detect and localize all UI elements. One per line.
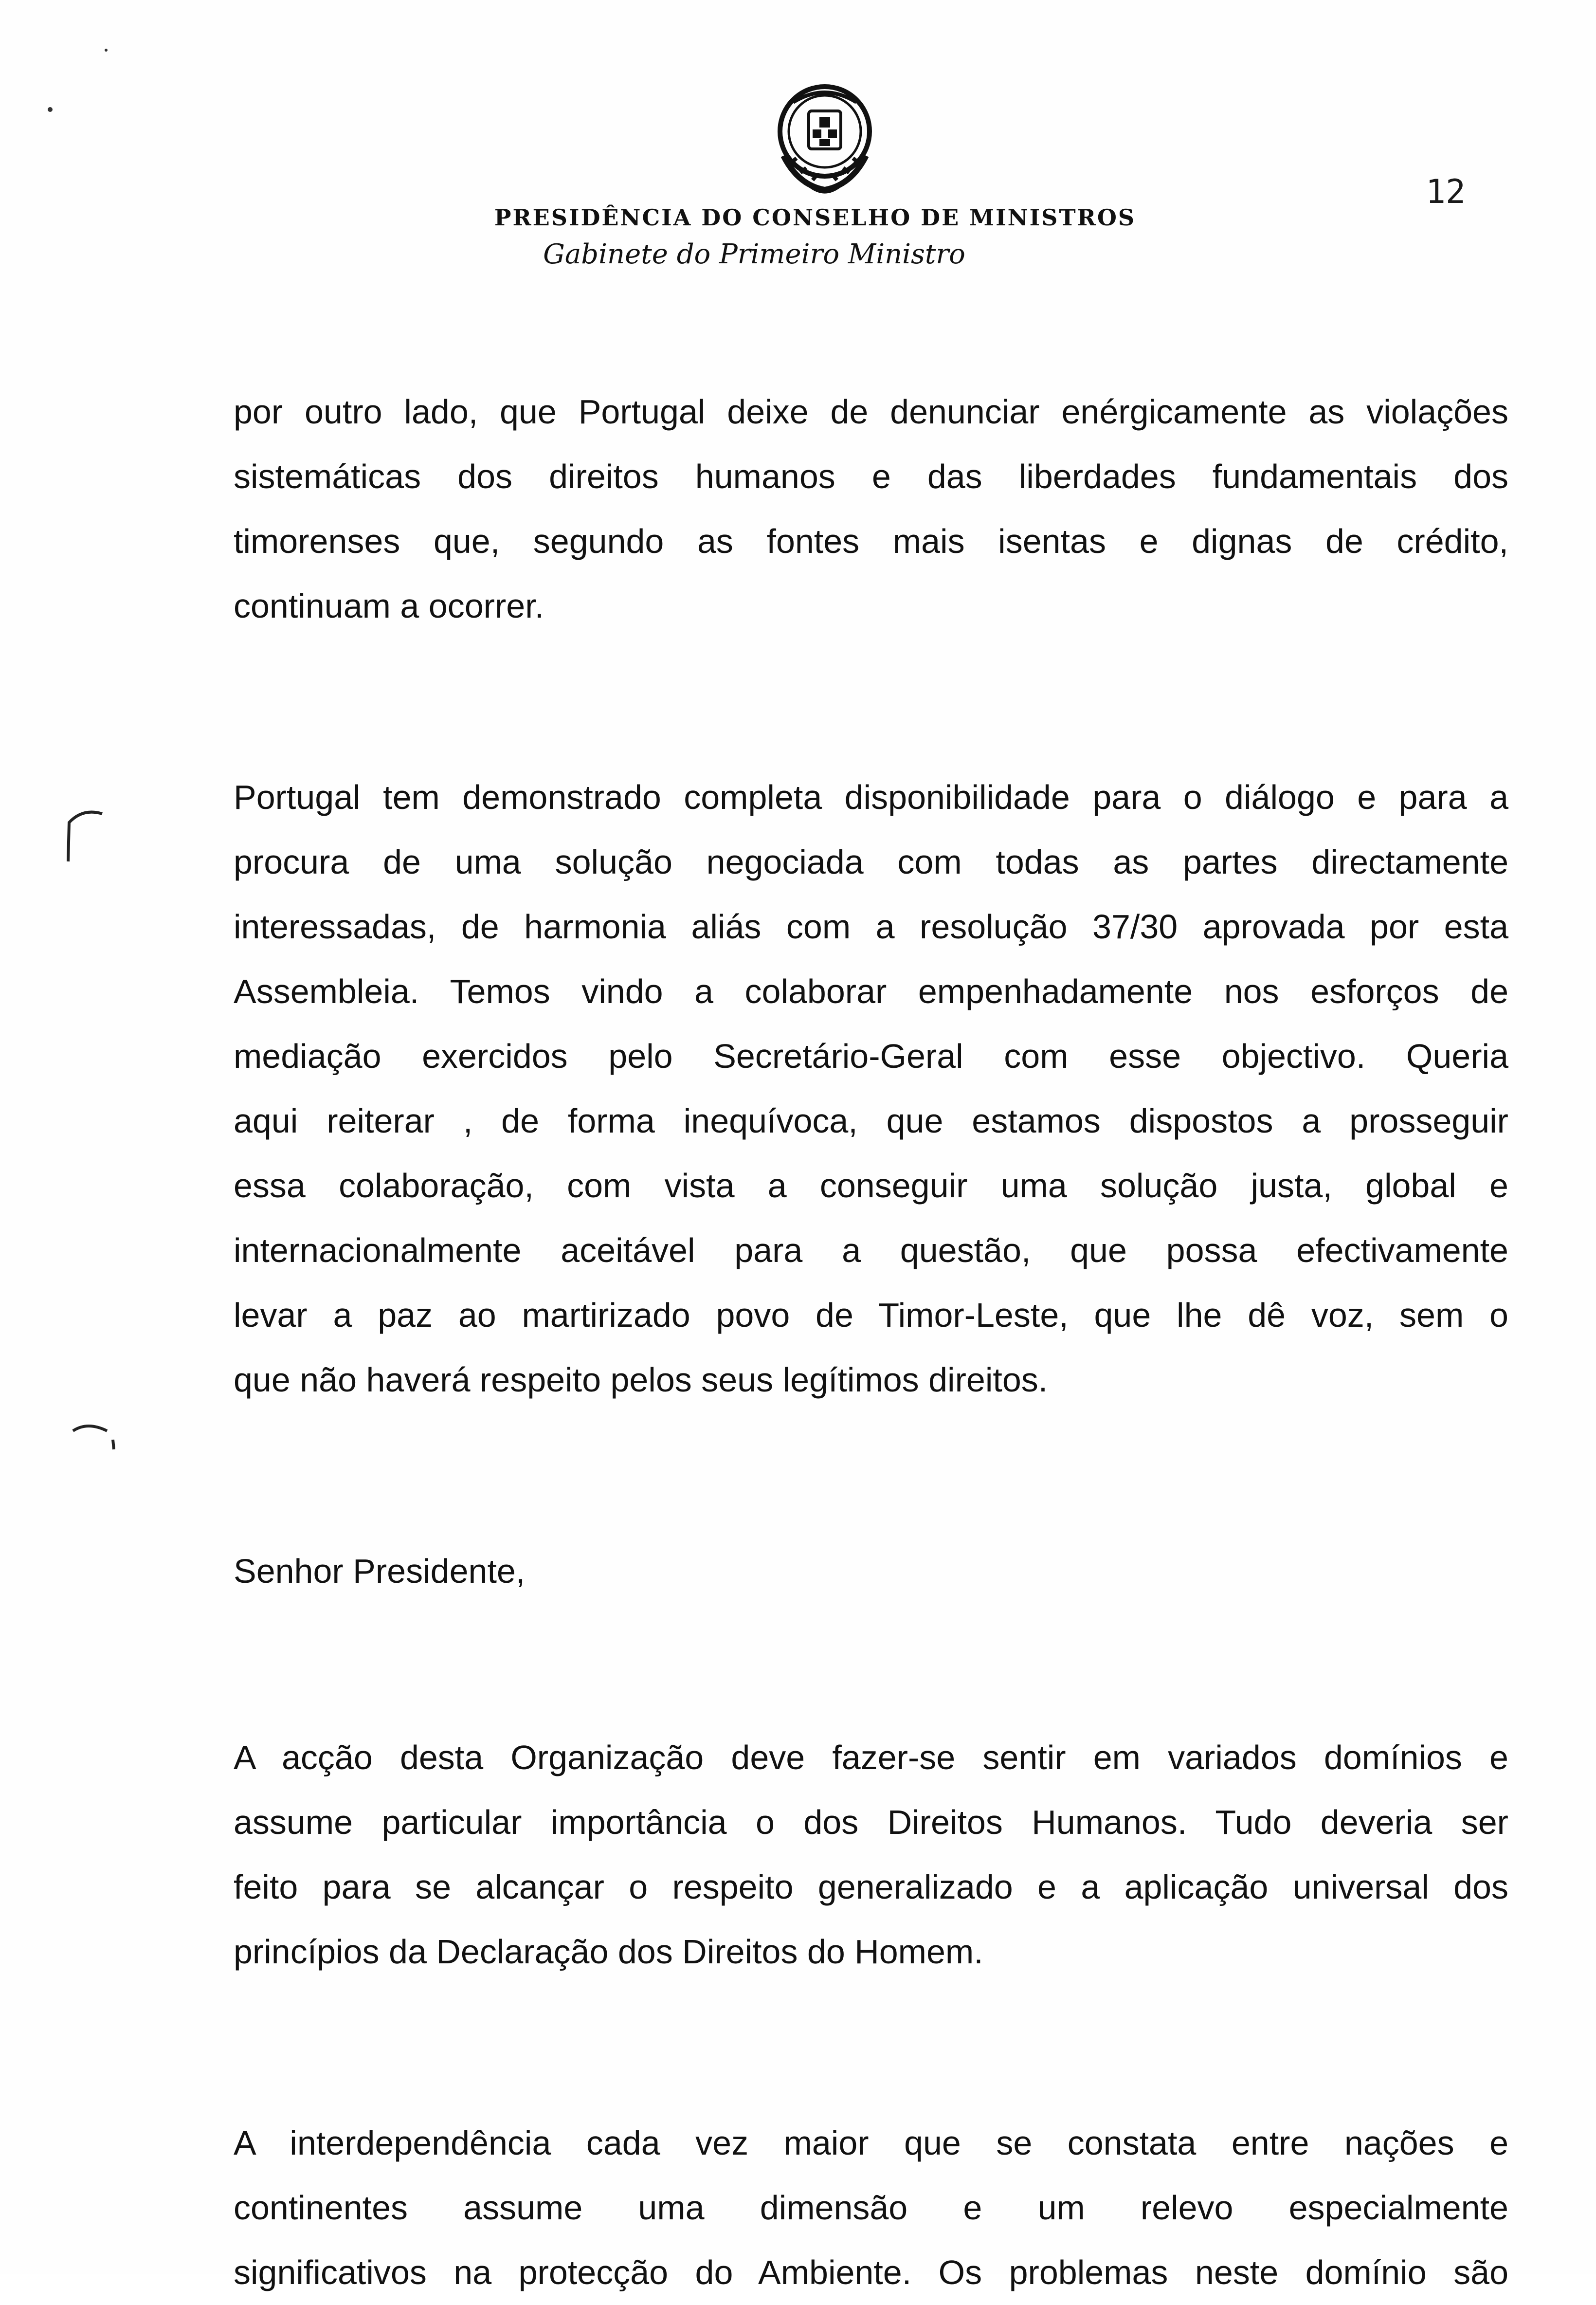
text-line: continuam a ocorrer. [234,587,544,625]
paragraph-spacer [234,1412,1508,1539]
text-line: aqui reiterar , de forma inequívoca, que estamos dispostos a prosseguir [234,1102,1508,1140]
text-line: essa colaboração, com vista a conseguir uma solução justa, global e [234,1167,1508,1205]
text-line: mediação exercidos pelo Secretário-Geral com esse objectivo. Queria [234,1037,1508,1075]
text-line: internacionalmente aceitável para a questão, que possa efectivamente [234,1231,1508,1269]
text-line: feito para se alcançar o respeito generalizado e a aplicação universal dos [234,1868,1508,1906]
text-line: por outro lado, que Portugal deixe de denunciar enérgicamente as violações [234,393,1508,431]
page-number: 12 [1426,173,1466,211]
paragraph [234,380,1508,639]
paragraph [234,2111,1508,2305]
margin-mark [68,1416,122,1460]
office-name: Gabinete do Primeiro Ministro [543,238,965,270]
scan-speck [105,49,108,52]
text-line: A interdependência cada vez maior que se constata entre nações e [234,2124,1508,2162]
text-line: levar a paz ao martirizado povo de Timor-Leste, que lhe dê voz, sem o [234,1296,1508,1334]
text-line: assume particular importância o dos Direitos Humanos. Tudo deveria ser [234,1803,1508,1841]
portuguese-coat-of-arms-emblem [764,73,886,200]
text-line: A acção desta Organização deve fazer-se sentir em variados domínios e [234,1738,1508,1776]
text-line: sistemáticas dos direitos humanos e das liberdades fundamentais dos [234,457,1508,495]
text-line: Senhor Presidente, [234,1552,526,1590]
margin-mark [63,803,107,866]
document-body [234,380,1508,2305]
text-line: interessadas, de harmonia aliás com a resolução 37/30 aprovada por esta [234,908,1508,946]
text-line: Portugal tem demonstrado completa disponibilidade para o diálogo e para a [234,778,1508,816]
scan-speck [48,107,53,112]
paragraph-spacer [234,1984,1508,2111]
text-line: princípios da Declaração dos Direitos do Homem. [234,1933,983,1971]
text-line: procura de uma solução negociada com todas as partes directamente [234,843,1508,881]
text-line: timorenses que, segundo as fontes mais isentas e dignas de crédito, [234,522,1508,560]
paragraph [234,1725,1508,1984]
organization-name: PRESIDÊNCIA DO CONSELHO DE MINISTROS [494,204,1136,231]
salutation [234,1539,1508,1604]
text-line: que não haverá respeito pelos seus legítimos direitos. [234,1361,1048,1399]
text-line: Assembleia. Temos vindo a colaborar empenhadamente nos esforços de [234,972,1508,1010]
text-line: significativos na protecção do Ambiente. Os problemas neste domínio são [234,2253,1508,2291]
paragraph [234,765,1508,1412]
text-line: continentes assume uma dimensão e um relevo especialmente [234,2189,1508,2227]
paragraph-spacer [234,1604,1508,1725]
paragraph-spacer [234,639,1508,765]
